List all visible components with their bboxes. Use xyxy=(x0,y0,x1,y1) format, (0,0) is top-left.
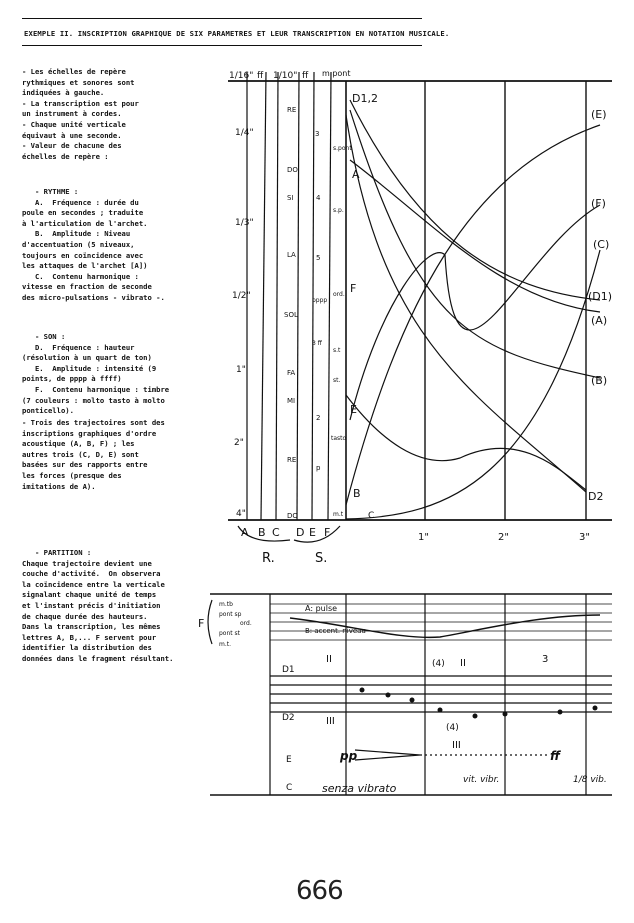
intro-line: indiquées à gauche. xyxy=(22,88,105,98)
page-number: 666 xyxy=(296,876,343,906)
note-label: RE xyxy=(287,106,297,114)
timbre-label: s.p. xyxy=(333,207,344,214)
note-label: RE xyxy=(287,456,297,464)
score-f-level: m.t. xyxy=(219,641,232,648)
rythme-line: C. Contenu harmonique : xyxy=(22,271,139,281)
param-label: B xyxy=(258,526,266,539)
rythme-line: à l'articulation de l'archet. xyxy=(22,218,148,228)
score-f-letter: F xyxy=(198,617,205,630)
score-a-label: A: pulse xyxy=(305,604,338,613)
note-label: SOL xyxy=(284,311,298,319)
param-label: E xyxy=(309,526,316,539)
inner-curve-label: A xyxy=(352,168,360,181)
note-label: MI xyxy=(287,397,296,405)
trajectoires-line: basées sur des rapports entre xyxy=(22,460,148,470)
scale-header: ff xyxy=(302,71,309,81)
left-scale-label: 4" xyxy=(236,509,246,519)
score-d1: D1 xyxy=(282,665,295,675)
curve-label: (C) xyxy=(593,238,610,251)
param-label: A xyxy=(241,526,249,539)
scale-header: ff xyxy=(257,71,264,81)
score-f-level: m.tb xyxy=(219,601,233,608)
son-line: (7 couleurs : molto tasto à molto xyxy=(22,395,165,405)
score-c: C xyxy=(286,783,293,793)
intro-line: un instrument à cordes. xyxy=(22,109,122,119)
group-label-r: R. xyxy=(262,551,275,566)
curve-B xyxy=(350,110,600,378)
curve-label: (F) xyxy=(591,197,606,210)
son-line: points, de pppp à ffff) xyxy=(22,374,122,384)
note-label: LA xyxy=(287,251,296,259)
curve-label: D2 xyxy=(588,490,604,503)
rythme-line: toujours en coïncidence avec xyxy=(22,250,144,260)
son-line: - SON : xyxy=(22,332,66,341)
son-line: E. Amplitude : intensité (9 xyxy=(22,363,157,373)
partition-line: identifier la distribution des xyxy=(22,643,152,653)
score-roman: III xyxy=(452,740,461,751)
intro-line: - Les échelles de repère xyxy=(22,67,126,76)
score-tuplet: 3 xyxy=(542,654,549,665)
inner-curve-label: D1,2 xyxy=(352,92,378,105)
score-f-level: ord. xyxy=(240,620,252,627)
dyn-label: pppp xyxy=(312,297,328,304)
timbre-label: tasto xyxy=(331,435,347,442)
partition-line: et l'instant précis d'initiation xyxy=(22,600,161,610)
dyn-label: 2 xyxy=(316,414,321,422)
dyn-label: 4 xyxy=(316,194,321,202)
score-f-level: pont sp xyxy=(219,611,242,618)
intro-line: - Chaque unité verticale xyxy=(22,119,126,129)
timbre-label: ord. xyxy=(333,291,345,298)
param-label: F xyxy=(324,526,331,539)
score-tuplet: (4) xyxy=(446,723,459,733)
inner-curve-label: C xyxy=(368,511,375,521)
score-roman: II xyxy=(460,658,466,669)
dyn-label: p xyxy=(316,464,321,472)
partition-line: de chaque durée des hauteurs. xyxy=(22,611,148,621)
timbre-label: s.pont xyxy=(333,145,352,152)
curve-label: (B) xyxy=(591,374,608,387)
curve-E-low xyxy=(346,395,586,490)
trajectoires-line: autres trois (C, D, E) sont xyxy=(22,449,139,459)
rythme-line: vitesse en fraction de seconde xyxy=(22,282,152,292)
note-label: DO xyxy=(287,512,298,520)
score-roman: II xyxy=(326,654,332,665)
param-label: C xyxy=(272,526,280,539)
son-line: D. Fréquence : hauteur xyxy=(22,342,135,352)
inner-curve-label: E xyxy=(350,403,357,416)
scale-header: 1/16" xyxy=(229,71,254,81)
dyn-label: 3 xyxy=(315,130,320,138)
left-scale-label: 1" xyxy=(236,365,246,375)
intro-line: - Valeur de chacune des xyxy=(22,141,122,151)
note-label: SI xyxy=(287,194,294,202)
rythme-line: des micro-pulsations - vibrato -. xyxy=(22,292,165,302)
score-dynamic: pp xyxy=(340,749,358,763)
intro-line: rythmiques et sonores sont xyxy=(22,77,135,87)
score-dynamic: ff xyxy=(550,749,560,763)
left-scale-label: 1/3" xyxy=(235,218,254,228)
rythme-line: poule en secondes ; traduite xyxy=(22,208,144,218)
score-vib-end: 1/8 vib. xyxy=(573,775,607,785)
partition-line: lettres A, B,... F servent pour xyxy=(22,632,157,642)
score-tuplet: (4) xyxy=(432,659,445,669)
score-vib: vit. vibr. xyxy=(463,775,500,785)
left-scale-label: 1/4" xyxy=(235,128,254,138)
trajectoires-line: inscriptions graphiques d'ordre xyxy=(22,428,157,438)
score-e: E xyxy=(286,755,292,765)
left-scale-label: 2" xyxy=(234,438,244,448)
partition-line: signalant chaque unité de temps xyxy=(22,590,157,600)
score-roman: III xyxy=(326,716,335,727)
time-tick: 1" xyxy=(418,532,429,543)
intro-line: équivaut à une seconde. xyxy=(22,130,122,140)
trajectoires-line: acoustique (A, B, F) ; les xyxy=(22,439,135,449)
scale-header: 1/10" xyxy=(273,71,298,81)
partition-line: - PARTITION : xyxy=(22,548,92,557)
curve-label: (D1) xyxy=(588,290,613,303)
partition-line: Dans la transcription, les mêmes xyxy=(22,622,161,632)
note-label: FA xyxy=(287,369,296,377)
son-line: (résolution à un quart de ton) xyxy=(22,353,152,363)
son-line: F. Contenu harmonique : timbre xyxy=(22,384,170,394)
rythme-line: d'accentuation (5 niveaux, xyxy=(22,239,135,249)
example-title: EXEMPLE II. INSCRIPTION GRAPHIQUE DE SIX PARAMETRES ET LEUR TRANSCRIPTION EN NOTATION MUSICALE. xyxy=(24,29,450,38)
trajectoires-line: les forces (presque des xyxy=(22,470,122,480)
trajectoires-line: - Trois des trajectoires sont des xyxy=(22,418,165,427)
rythme-line: A. Fréquence : durée du xyxy=(22,197,139,207)
partition-line: couche d'activité. On observera xyxy=(22,569,161,579)
dyn-label: 5 xyxy=(316,254,321,262)
left-scale-label: 1/2" xyxy=(232,291,251,301)
time-tick: 3" xyxy=(579,532,590,543)
dyn-label: 3 ff xyxy=(312,340,322,347)
curve-D2 xyxy=(346,115,586,492)
score-d2: D2 xyxy=(282,713,295,723)
rythme-line: les attaques de l'archet [A]) xyxy=(22,261,148,271)
curve-E xyxy=(346,125,600,505)
score-senza: senza vibrato xyxy=(322,782,397,795)
time-tick: 2" xyxy=(498,532,509,543)
inner-curve-label: F xyxy=(350,282,357,295)
group-label-s: S. xyxy=(315,551,328,566)
timbre-label: m.t xyxy=(333,511,344,518)
intro-line: - La transcription est pour xyxy=(22,98,139,108)
score-b-label: B: accent. niveau xyxy=(305,627,366,635)
partition-line: Chaque trajectoire devient une xyxy=(22,558,152,568)
note-label: DO xyxy=(287,166,298,174)
scale-header: m.pont xyxy=(322,69,351,78)
timbre-label: st. xyxy=(333,377,341,384)
curve-label: (A) xyxy=(591,314,608,327)
score-f-level: pont st xyxy=(219,630,241,637)
curve-C xyxy=(346,250,600,519)
partition-line: données dans le fragment résultant. xyxy=(22,653,174,663)
rythme-line: B. Amplitude : Niveau xyxy=(22,229,131,239)
param-label: D xyxy=(296,526,305,539)
trajectoires-line: imitations de A). xyxy=(22,481,96,491)
inner-curve-label: B xyxy=(353,487,361,500)
curve-F xyxy=(350,205,600,420)
partition-line: la coïncidence entre la verticale xyxy=(22,579,165,589)
rythme-line: - RYTHME : xyxy=(22,187,79,196)
son-line: ponticello). xyxy=(22,406,74,416)
intro-line: échelles de repère : xyxy=(22,151,109,161)
timbre-label: s.t xyxy=(333,347,341,354)
curve-label: (E) xyxy=(591,108,607,121)
